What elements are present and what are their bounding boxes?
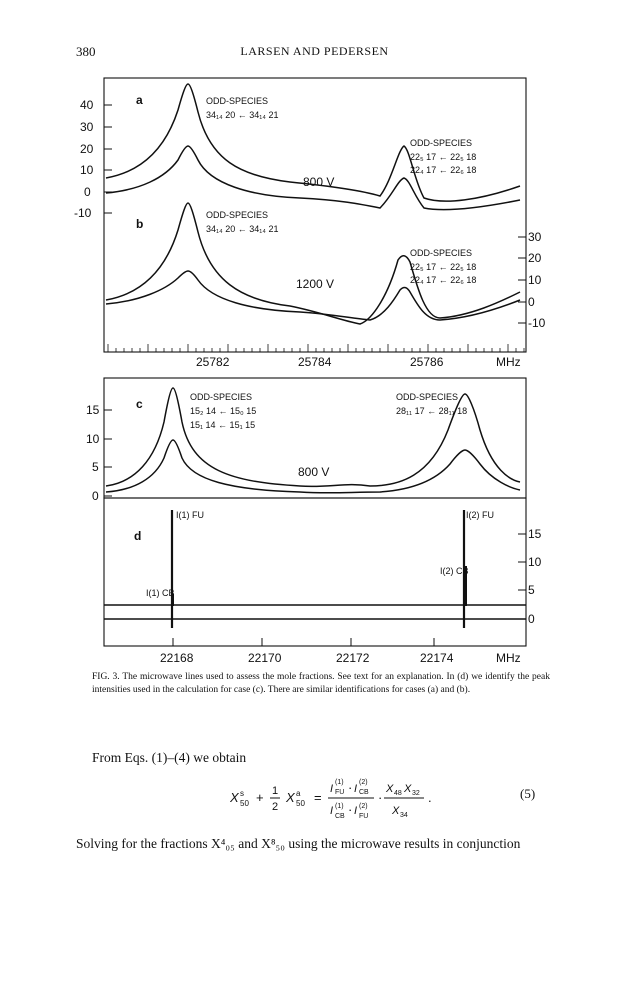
x-tick-22170: 22170 [248,651,282,665]
left-tick-40: 40 [80,98,94,112]
label-fu1: I(1) FU [176,510,204,520]
svg-text:I: I [354,805,358,817]
right-tick-minus10: -10 [528,316,546,330]
left-tick-20: 20 [80,142,94,156]
annotation-species-a1: ODD-SPECIES [206,96,269,106]
annotation-species-c2: ODD-SPECIES [396,392,459,402]
annotation-transition-c1-1: 15₂ 14 ← 15₀ 15 [190,406,257,416]
figure-top [0,0,629,380]
x-tick-22168: 22168 [160,651,194,665]
figure-bottom [0,370,629,670]
voltage-label-b: 1200 V [296,277,335,291]
svg-text:50: 50 [240,799,249,808]
svg-text:I: I [354,783,358,795]
svg-text:s: s [240,789,244,798]
left-tick-minus10: -10 [74,206,92,220]
conclusion-text: Solving for the fractions X⁴₀₅ and X⁸₅₀ using the microwave results in conjunction [76,836,521,851]
annotation-transition-b2-2: 22₄ 17 ← 22₆ 18 [410,275,477,285]
svg-text:·: · [348,802,353,817]
x-tick-25786: 25786 [410,355,444,369]
annotation-species-a2: ODD-SPECIES [410,138,473,148]
svg-text:I: I [330,783,334,795]
svg-text:32: 32 [412,790,420,797]
right-tick-0: 0 [528,295,535,309]
right-tick-10: 10 [528,273,542,287]
intro-text: From Eqs. (1)–(4) we obtain [92,750,247,765]
panel-label-c: c [136,397,143,411]
label-cb1: I(1) CB [146,588,175,598]
c-left-tick-10: 10 [86,432,100,446]
svg-text:50: 50 [296,799,305,808]
svg-text:·: · [378,790,383,805]
svg-text:+: + [256,790,264,805]
right-tick-20: 20 [528,251,542,265]
svg-text:a: a [296,789,301,798]
figure-caption: FIG. 3. The microwave lines used to assess the mole fractions. See text for an explanation. In (d) we identify the peak intensities used in the calculation for case (c). There are similar identifications for cases (a) and (b). [92,672,550,695]
x-tick-22172: 22172 [336,651,370,665]
svg-text:I: I [330,805,334,817]
svg-text:1: 1 [272,785,279,797]
panel-label-d: d [134,529,142,543]
svg-text:CB: CB [359,789,369,796]
running-title: LARSEN AND PEDERSEN [240,44,389,58]
svg-text:X: X [404,783,412,795]
annotation-species-b1: ODD-SPECIES [206,210,269,220]
page-number: 380 [76,44,96,59]
c-left-tick-0: 0 [92,489,99,503]
right-tick-30: 30 [528,230,542,244]
left-tick-10: 10 [80,163,94,177]
svg-text:X: X [230,790,239,805]
label-fu2: I(2) FU [466,510,494,520]
annotation-transition-a2-1: 22₅ 17 ← 22₅ 18 [410,152,477,162]
d-right-tick-5: 5 [528,583,535,597]
annotation-transition-a1: 34₁₄ 20 ← 34₁₄ 21 [206,110,279,120]
x-tick-25782: 25782 [196,355,230,369]
panel-label-a: a [136,93,143,107]
equation-5 [230,772,550,822]
svg-text:(2): (2) [359,779,368,786]
svg-text:(1): (1) [335,779,344,786]
annotation-transition-c1-2: 15₁ 14 ← 15₁ 15 [190,420,256,430]
d-right-tick-0: 0 [528,612,535,626]
x-tick-22174: 22174 [420,651,454,665]
svg-text:FU: FU [359,813,369,820]
x-unit-mhz-bottom: MHz [496,651,521,665]
svg-text:CB: CB [335,813,345,820]
annotation-transition-c2: 28₁₁ 17 ← 28₁₁ 18 [396,406,468,416]
d-right-tick-15: 15 [528,527,542,541]
svg-text:X: X [392,805,400,817]
annotation-transition-b2-1: 22₅ 17 ← 22₅ 18 [410,262,477,272]
voltage-label-a: 800 V [303,175,335,189]
voltage-label-c: 800 V [298,465,330,479]
svg-text:=: = [314,790,322,805]
d-right-tick-10: 10 [528,555,542,569]
svg-text:.: . [428,790,432,805]
svg-text:(2): (2) [359,803,368,810]
annotation-transition-b1: 34₁₄ 20 ← 34₁₄ 21 [206,224,279,234]
c-left-tick-15: 15 [86,403,100,417]
svg-text:X: X [386,783,394,795]
x-tick-25784: 25784 [298,355,332,369]
svg-text:(1): (1) [335,803,344,810]
annotation-species-c1: ODD-SPECIES [190,392,253,402]
equation-number: (5) [520,786,536,801]
annotation-species-b2: ODD-SPECIES [410,248,473,258]
svg-text:FU: FU [335,789,345,796]
figure-top-frame [104,78,526,352]
panel-label-b: b [136,217,144,231]
svg-text:48: 48 [394,790,402,797]
svg-text:2: 2 [272,801,279,813]
left-tick-0: 0 [84,185,91,199]
x-unit-mhz-top: MHz [496,355,521,369]
c-left-tick-5: 5 [92,460,99,474]
annotation-transition-a2-2: 22₄ 17 ← 22₆ 18 [410,165,477,175]
label-cb2: I(2) CB [440,566,469,576]
left-tick-30: 30 [80,120,94,134]
svg-text:34: 34 [400,812,408,819]
svg-text:·: · [348,780,353,795]
svg-text:X: X [286,790,295,805]
